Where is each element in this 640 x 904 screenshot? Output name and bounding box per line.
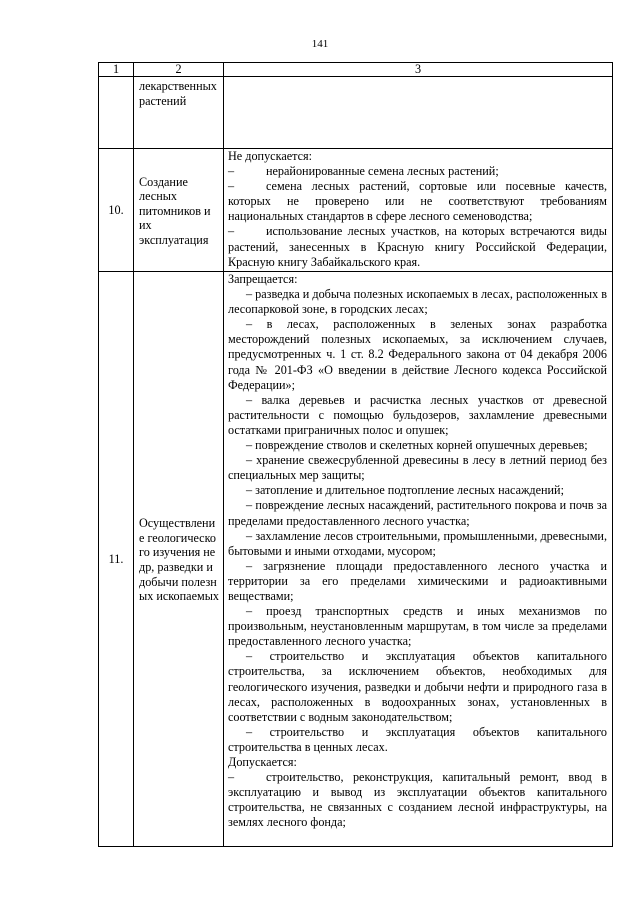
table-header-row — [99, 63, 613, 77]
header-col-2: 2 — [134, 63, 224, 77]
table-row — [99, 77, 613, 149]
header-col-3: 3 — [224, 63, 613, 77]
requirements-cell — [224, 149, 613, 272]
list-item: – строительство и эксплуатация объектов капитального строительства, за исключением объектов, необходимых для геологического изучения, разведки и добычи нефти и природного газа в лесах, расположенных в водоохранных зонах, установленных в соответствии с водным законодательством; — [228, 649, 607, 724]
list-item: – в лесах, расположенных в зеленых зонах разработка месторождений полезных ископаемых, за исключением случаев, предусмотренных ч. 1 ст. 8.2 Федерального закона от 04 декабря 2006 года № 201-ФЗ «О введении в действие Лесного кодекса Российской Федерации»; — [228, 317, 607, 392]
list-item: – семена лесных растений, сортовые или посевные качеств, которых не проверено или не соответствуют требованиям национальных стандартов в сфере лесного семеноводства; — [228, 179, 607, 224]
activity-name: Создание лесных питомников и их эксплуатация — [134, 149, 224, 272]
list-item: – строительство и эксплуатация объектов капитального строительства в ценных лесах. — [228, 724, 607, 754]
section-heading: Не допускается: — [228, 149, 313, 163]
row-number: 11. — [99, 272, 134, 847]
section-heading: Запрещается: — [228, 272, 298, 286]
list-item: – строительство, реконструкция, капитальный ремонт, ввод в эксплуатацию и вывод из эксплуатации объектов капитального строительства, не связанных с созданием лесной инфраструктуры, на землях лесного фонда; — [228, 770, 607, 830]
list-item: – загрязнение площади предоставленного лесного участка и территории за его пределами химическими и радиоактивными веществами; — [228, 558, 607, 603]
list-item: – использование лесных участков, на которых встречаются виды растений, занесенных в Красную книгу Российской Федерации, Красную книгу Забайкальского края. — [228, 224, 607, 269]
section-heading: Допускается: — [228, 755, 297, 769]
activity-name: Осуществление геологического изучения недр, разведки и добычи полезных ископаемых — [134, 272, 224, 847]
list-item: – валка деревьев и расчистка лесных участков от древесной растительности с помощью бульдозеров, захламление древесными остатками приграничных полос и опушек; — [228, 392, 607, 437]
row-number-cell — [99, 77, 134, 149]
list-item: – захламление лесов строительными, промышленными, древесными, бытовыми и иными отходами, мусором; — [228, 528, 607, 558]
requirements-cell — [224, 77, 613, 149]
list-item: – хранение свежесрубленной древесины в лесу в летний период без специальных мер защиты; — [228, 453, 607, 483]
forest-regulations-table — [98, 62, 613, 847]
table-row — [99, 149, 613, 272]
header-col-1: 1 — [99, 63, 134, 77]
list-item: – затопление и длительное подтопление лесных насаждений; — [246, 483, 564, 498]
list-item: – повреждение стволов и скелетных корней опушечных деревьев; — [246, 438, 588, 453]
table-row — [99, 272, 613, 847]
list-item: – разведка и добыча полезных ископаемых в лесах, расположенных в лесопарковой зоне, в городских лесах; — [228, 287, 607, 317]
list-item: – повреждение лесных насаждений, растительного покрова и почв за пределами предоставленного лесного участка; — [228, 498, 607, 528]
row-number: 10. — [99, 149, 134, 272]
requirements-cell — [224, 272, 613, 847]
page-number: 141 — [311, 38, 329, 50]
list-item: – нерайонированные семена лесных растений; — [228, 164, 499, 179]
list-item: – проезд транспортных средств и иных механизмов по произвольным, неустановленным маршрутам, в том числе за пределами предоставленного лесного участка; — [228, 604, 607, 649]
activity-name: лекарственных растений — [134, 77, 224, 149]
